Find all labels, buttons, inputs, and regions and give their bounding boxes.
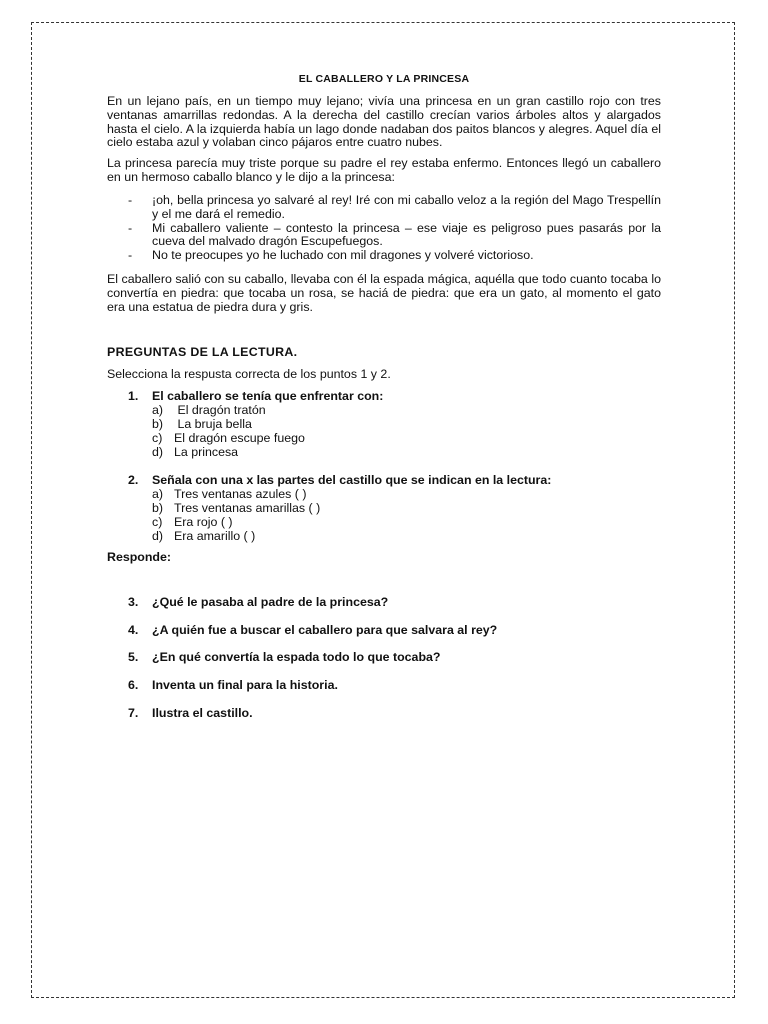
question-number: 3. bbox=[128, 595, 139, 609]
option-text: Era amarillo ( ) bbox=[174, 529, 256, 543]
option-letter: c) bbox=[152, 515, 163, 529]
option-letter: d) bbox=[152, 529, 164, 543]
option-letter: a) bbox=[152, 403, 164, 417]
dialogue-list bbox=[107, 194, 661, 263]
story-paragraph-1: En un lejano país, en un tiempo muy lejano; vivía una princesa en un gran castillo rojo con tres ventanas amarrillas redondas. A la derecha del castillo crecían varios árboles altos y alargados hasta el cielo. A la izquierda había un lago donde nadaban dos paitos blancos y alegres. Aquel día el cielo estaba azul y volaban cinco pájaros entre cuatro nubes. bbox=[107, 94, 661, 150]
option-text: La princesa bbox=[174, 445, 239, 459]
dialogue-text: No te preocupes yo he luchado con mil dragones y volveré victorioso. bbox=[152, 248, 534, 263]
option-item bbox=[152, 403, 305, 417]
question-1-options bbox=[152, 403, 305, 459]
option-text: Tres ventanas amarillas ( ) bbox=[174, 501, 321, 515]
question-number: 1. bbox=[128, 389, 139, 403]
option-text: Era rojo ( ) bbox=[174, 515, 233, 529]
question-text: ¿En qué convertía la espada todo lo que tocaba? bbox=[152, 650, 441, 664]
question-number: 2. bbox=[128, 473, 139, 487]
question-text: ¿Qué le pasaba al padre de la princesa? bbox=[152, 595, 389, 609]
section-title: PREGUNTAS DE LA LECTURA. bbox=[107, 345, 298, 359]
dialogue-text: Mi caballero valiente – contesto la princesa – ese viaje es peligroso pues pasarás por la cueva del malvado dragón Escupefuegos. bbox=[152, 220, 661, 249]
document-title: EL CABALLERO Y LA PRINCESA bbox=[298, 73, 470, 85]
dash-marker: - bbox=[128, 193, 133, 207]
option-text: El dragón tratón bbox=[174, 403, 266, 417]
question-text: El caballero se tenía que enfrentar con: bbox=[152, 389, 384, 403]
question-text: Señala con una x las partes del castillo que se indican en la lectura: bbox=[152, 473, 552, 487]
dialogue-item bbox=[107, 249, 661, 263]
option-item bbox=[152, 487, 320, 501]
question-6 bbox=[128, 678, 338, 692]
option-item bbox=[152, 501, 320, 515]
option-text: El dragón escupe fuego bbox=[174, 431, 305, 445]
option-letter: b) bbox=[152, 417, 164, 431]
dash-marker: - bbox=[128, 248, 133, 263]
option-item bbox=[152, 417, 305, 431]
question-7 bbox=[128, 706, 253, 720]
option-letter: d) bbox=[152, 445, 164, 459]
instruction-text: Selecciona la respusta correcta de los puntos 1 y 2. bbox=[107, 367, 391, 381]
question-number: 4. bbox=[128, 623, 139, 637]
question-2 bbox=[128, 473, 551, 487]
question-2-options bbox=[152, 487, 320, 543]
option-text: Tres ventanas azules ( ) bbox=[174, 487, 307, 501]
dialogue-text: ¡oh, bella princesa yo salvaré al rey! Iré con mi caballo veloz a la región del Mago Trespellín y el me dará el remedio. bbox=[152, 193, 661, 221]
question-5 bbox=[128, 650, 440, 664]
option-letter: b) bbox=[152, 501, 164, 515]
question-3 bbox=[128, 595, 388, 609]
question-number: 6. bbox=[128, 678, 139, 692]
option-item bbox=[152, 431, 305, 445]
responde-label: Responde: bbox=[107, 550, 172, 564]
dialogue-item bbox=[107, 194, 661, 222]
option-item bbox=[152, 529, 320, 543]
story-paragraph-2: La princesa parecía muy triste porque su padre el rey estaba enfermo. Entonces llegó un caballero en un hermoso caballo blanco y le dijo a la princesa: bbox=[107, 156, 661, 184]
question-number: 7. bbox=[128, 706, 139, 720]
question-4 bbox=[128, 623, 497, 637]
dialogue-item bbox=[107, 222, 661, 250]
question-text: Ilustra el castillo. bbox=[152, 706, 253, 720]
option-letter: a) bbox=[152, 487, 164, 501]
question-1 bbox=[128, 389, 383, 403]
option-item bbox=[152, 445, 305, 459]
option-letter: c) bbox=[152, 431, 163, 445]
option-text: La bruja bella bbox=[174, 417, 252, 431]
question-text: Inventa un final para la historia. bbox=[152, 678, 338, 692]
option-item bbox=[152, 515, 320, 529]
story-paragraph-3: El caballero salió con su caballo, llevaba con él la espada mágica, aquélla que todo cuanto tocaba lo convertía en piedra: que tocaba un rosa, se haciá de piedra: que era un gato, al momento el gato era una estatua de piedra dura y gris. bbox=[107, 272, 661, 314]
question-text: ¿A quién fue a buscar el caballero para que salvara al rey? bbox=[152, 623, 498, 637]
question-number: 5. bbox=[128, 650, 139, 664]
dash-marker: - bbox=[128, 220, 133, 235]
